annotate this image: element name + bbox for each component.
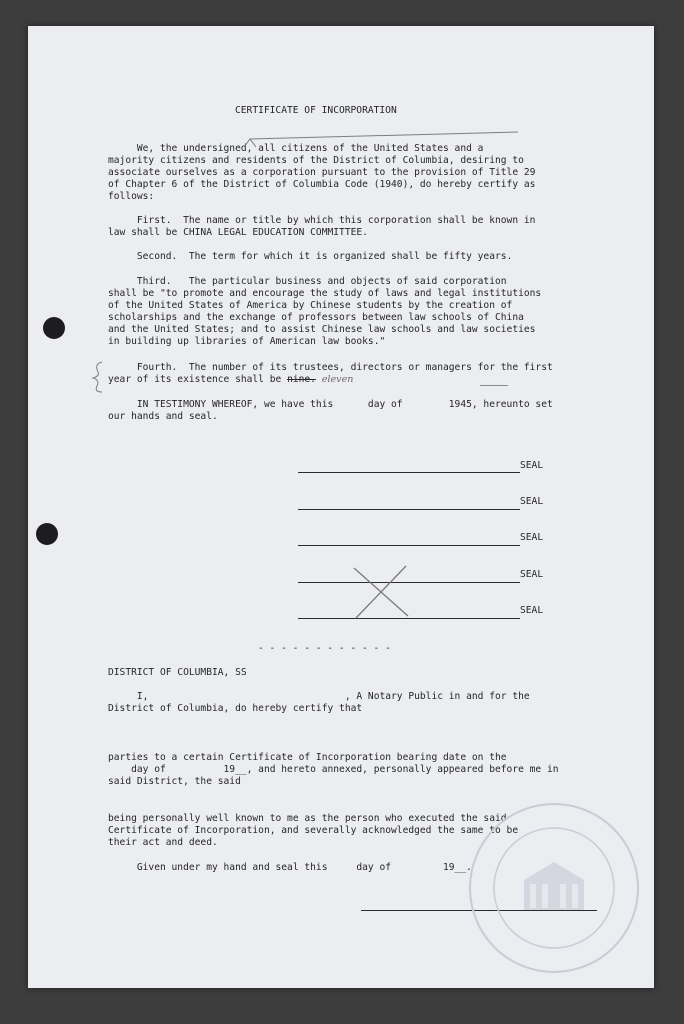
seal-label-3: SEAL bbox=[520, 532, 544, 543]
intro-line-4: of Chapter 6 of the District of Columbia Code (1940), do hereby certify as bbox=[108, 179, 536, 190]
signature-line-1 bbox=[298, 472, 520, 473]
intro-line-1: We, the undersigned, all citizens of the United States and a bbox=[108, 143, 484, 154]
given-line: Given under my hand and seal this day of 19__. bbox=[108, 862, 472, 873]
second-line: Second. The term for which it is organized shall be fifty years. bbox=[108, 251, 513, 262]
section-divider: - - - - - - - - - - - - bbox=[258, 643, 391, 654]
fourth-line-2 bbox=[108, 374, 353, 386]
pencil-brace-mark bbox=[90, 360, 106, 394]
signature-line-3 bbox=[298, 545, 520, 546]
intro-line-2: majority citizens and residents of the District of Columbia, desiring to bbox=[108, 155, 524, 166]
first-line-2: law shall be CHINA LEGAL EDUCATION COMMITTEE. bbox=[108, 227, 368, 238]
parties-line-3: said District, the said bbox=[108, 776, 241, 787]
seal-label-5: SEAL bbox=[520, 605, 544, 616]
fourth-line-2-text: year of its existence shall be bbox=[108, 374, 288, 385]
first-line-1: First. The name or title by which this corporation shall be known in bbox=[108, 215, 536, 226]
testimony-line-1: IN TESTIMONY WHEREOF, we have this day of 1945, hereunto set bbox=[108, 399, 553, 410]
signature-line-2 bbox=[298, 509, 520, 510]
seal-label-2: SEAL bbox=[520, 496, 544, 507]
known-line-3: their act and deed. bbox=[108, 837, 218, 848]
pencil-x-mark bbox=[350, 564, 412, 620]
district-heading: DISTRICT OF COLUMBIA, SS bbox=[108, 667, 247, 678]
struck-word: nine. bbox=[287, 374, 316, 385]
known-line-1: being personally well known to me as the person who executed the said bbox=[108, 813, 507, 824]
parties-line-2: day of 19__, and hereto annexed, personally appeared before me in bbox=[108, 764, 559, 775]
notary-cert-line-1: I, , A Notary Public in and for the bbox=[108, 691, 530, 702]
seal-label-1: SEAL bbox=[520, 460, 544, 471]
intro-line-5: follows: bbox=[108, 191, 155, 202]
third-line-3: of the United States of America by Chinese students by the creation of bbox=[108, 300, 513, 311]
pencil-underline bbox=[480, 385, 508, 386]
testimony-line-2: our hands and seal. bbox=[108, 411, 218, 422]
seal-label-4: SEAL bbox=[520, 569, 544, 580]
pencil-insertion-mark bbox=[242, 127, 522, 151]
notary-cert-line-2: District of Columbia, do hereby certify that bbox=[108, 703, 363, 714]
library-watermark-seal bbox=[466, 800, 642, 976]
fourth-line-1: Fourth. The number of its trustees, directors or managers for the first bbox=[108, 362, 553, 373]
intro-line-3: associate ourselves as a corporation pursuant to the provision of Title 29 bbox=[108, 167, 536, 178]
document-title-text: CERTIFICATE OF INCORPORATION bbox=[235, 105, 397, 116]
third-line-6: in building up libraries of American law books." bbox=[108, 336, 386, 347]
punch-hole-top bbox=[43, 317, 65, 339]
third-line-5: and the United States; and to assist Chinese law schools and law societies bbox=[108, 324, 536, 335]
third-line-1: Third. The particular business and objects of said corporation bbox=[108, 276, 507, 287]
third-line-2: shall be "to promote and encourage the study of laws and legal institutions bbox=[108, 288, 542, 299]
handwritten-correction: eleven bbox=[321, 374, 354, 385]
punch-hole-bottom bbox=[36, 523, 58, 545]
parties-line-1: parties to a certain Certificate of Incorporation bearing date on the bbox=[108, 752, 507, 763]
third-line-4: scholarships and the exchange of professors between law schools of China bbox=[108, 312, 524, 323]
known-line-2: Certificate of Incorporation, and severally acknowledged the same to be bbox=[108, 825, 519, 836]
